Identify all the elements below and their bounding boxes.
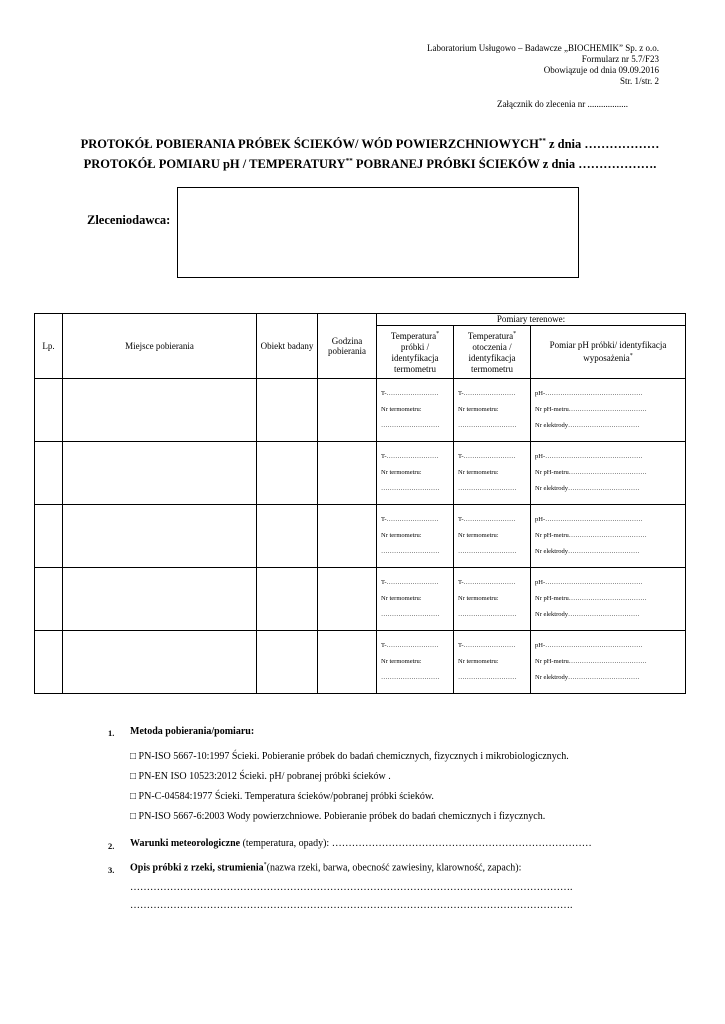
- place-cell[interactable]: [63, 505, 257, 568]
- lp-cell[interactable]: [35, 631, 63, 694]
- lp-cell[interactable]: [35, 568, 63, 631]
- table-row: [35, 505, 686, 568]
- col-header-lp: Lp.: [35, 314, 63, 379]
- ph-cell[interactable]: pH-……………………………………… Nr pH-metru……………………………… Nr elektrody……………………………: [531, 379, 686, 442]
- sample-temp-cell[interactable]: T-…………………… Nr termometru: ………………………: [377, 505, 454, 568]
- section-3-number: 3.: [108, 865, 115, 875]
- object-cell[interactable]: [257, 379, 318, 442]
- lab-name: Laboratorium Usługowo – Badawcze „BIOCHEMIK” Sp. z o.o.: [427, 43, 659, 53]
- ph-cell[interactable]: pH-……………………………………… Nr pH-metru……………………………… Nr elektrody……………………………: [531, 631, 686, 694]
- valid-from: Obowiązuje od dnia 09.09.2016: [543, 65, 659, 75]
- ph-cell[interactable]: pH-……………………………………… Nr pH-metru……………………………… Nr elektrody……………………………: [531, 505, 686, 568]
- sample-temp-cell[interactable]: T-…………………… Nr termometru: ………………………: [377, 379, 454, 442]
- method-option[interactable]: □ PN-C-04584:1977 Ścieki. Temperatura ścieków/pobranej próbki ścieków.: [130, 791, 434, 802]
- attachment-ref: Załącznik do zlecenia nr ..................: [497, 99, 628, 109]
- time-cell[interactable]: [318, 568, 377, 631]
- col-header-time: Godzina pobierania: [318, 314, 377, 379]
- time-cell[interactable]: [318, 442, 377, 505]
- sample-temp-cell[interactable]: T-…………………… Nr termometru: ………………………: [377, 442, 454, 505]
- col-header-env-temp: Temperatura* otoczenia / identyfikacja termometru: [454, 326, 531, 379]
- env-temp-cell[interactable]: T-…………………… Nr termometru: ………………………: [454, 442, 531, 505]
- env-temp-cell[interactable]: T-…………………… Nr termometru: ………………………: [454, 379, 531, 442]
- method-option[interactable]: □ PN-ISO 5667-6:2003 Wody powierzchniowe. Pobieranie próbek do badań chemicznych i fizycznych.: [130, 811, 546, 822]
- method-option[interactable]: □ PN-EN ISO 10523:2012 Ścieki. pH/ pobranej próbki ścieków .: [130, 771, 391, 782]
- lp-cell[interactable]: [35, 505, 63, 568]
- sample-temp-cell[interactable]: T-…………………… Nr termometru: ………………………: [377, 568, 454, 631]
- time-cell[interactable]: [318, 379, 377, 442]
- time-cell[interactable]: [318, 505, 377, 568]
- sample-description-label: Opis próbki z rzeki, strumienia*(nazwa rzeki, barwa, obecność zawiesiny, klarowność, zapach):: [130, 862, 522, 874]
- place-cell[interactable]: [63, 379, 257, 442]
- client-field[interactable]: [177, 187, 579, 278]
- sample-description-line[interactable]: …………………………………………………………………………………………………………………….: [130, 900, 573, 911]
- place-cell[interactable]: [63, 568, 257, 631]
- time-cell[interactable]: [318, 631, 377, 694]
- env-temp-cell[interactable]: T-…………………… Nr termometru: ………………………: [454, 568, 531, 631]
- col-header-sample-temp: Temperatura* próbki / identyfikacja termometru: [377, 326, 454, 379]
- env-temp-cell[interactable]: T-…………………… Nr termometru: ………………………: [454, 631, 531, 694]
- object-cell[interactable]: [257, 505, 318, 568]
- ph-cell[interactable]: pH-……………………………………… Nr pH-metru……………………………… Nr elektrody……………………………: [531, 442, 686, 505]
- col-header-field-measurements: Pomiary terenowe:: [377, 314, 686, 326]
- section-1-title: Metoda pobierania/pomiaru:: [130, 726, 255, 737]
- col-header-place: Miejsce pobierania: [63, 314, 257, 379]
- col-header-ph: Pomiar pH próbki/ identyfikacja wyposażenia*: [531, 326, 686, 379]
- sample-temp-cell[interactable]: T-…………………… Nr termometru: ………………………: [377, 631, 454, 694]
- lp-cell[interactable]: [35, 379, 63, 442]
- title-measurement: PROTOKÓŁ POMIARU pH / TEMPERATURY** POBRANEJ PRÓBKI ŚCIEKÓW z dnia ……………….: [83, 157, 657, 172]
- method-option[interactable]: □ PN-ISO 5667-10:1997 Ścieki. Pobieranie próbek do badań chemicznych, fizycznych i mikrobiologicznych.: [130, 751, 569, 762]
- table-row: [35, 568, 686, 631]
- measurement-table: [34, 313, 686, 694]
- form-number: Formularz nr 5.7/F23: [581, 54, 659, 64]
- object-cell[interactable]: [257, 442, 318, 505]
- weather-conditions[interactable]: Warunki meteorologiczne (temperatura, opady): ……………………………………………………………………: [130, 838, 592, 849]
- document-header: [427, 43, 659, 87]
- sample-description-line[interactable]: …………………………………………………………………………………………………………………….: [130, 882, 573, 893]
- env-temp-cell[interactable]: T-…………………… Nr termometru: ………………………: [454, 505, 531, 568]
- table-row: [35, 379, 686, 442]
- place-cell[interactable]: [63, 442, 257, 505]
- col-header-object: Obiekt badany: [257, 314, 318, 379]
- lp-cell[interactable]: [35, 442, 63, 505]
- client-label: Zleceniodawca:: [87, 213, 171, 227]
- object-cell[interactable]: [257, 568, 318, 631]
- section-2-number: 2.: [108, 841, 115, 851]
- ph-cell[interactable]: pH-……………………………………… Nr pH-metru……………………………… Nr elektrody……………………………: [531, 568, 686, 631]
- table-row: [35, 442, 686, 505]
- place-cell[interactable]: [63, 631, 257, 694]
- title-sampling: PROTOKÓŁ POBIERANIA PRÓBEK ŚCIEKÓW/ WÓD POWIERZCHNIOWYCH** z dnia ………………: [80, 137, 660, 152]
- page-number: Str. 1/str. 2: [619, 76, 659, 86]
- table-row: [35, 631, 686, 694]
- object-cell[interactable]: [257, 631, 318, 694]
- section-1-number: 1.: [108, 728, 115, 738]
